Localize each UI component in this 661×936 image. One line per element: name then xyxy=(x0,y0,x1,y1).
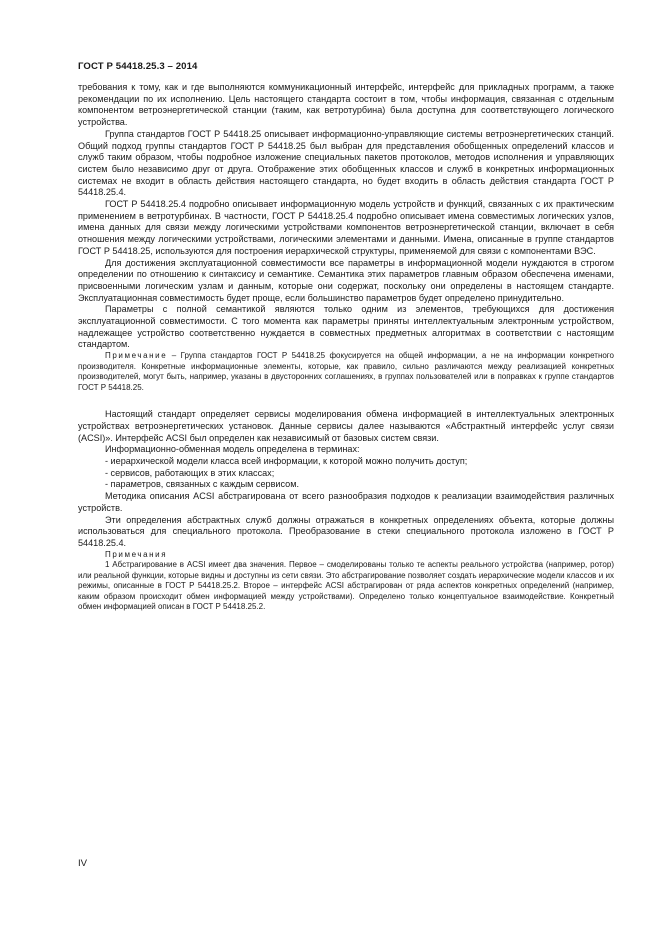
paragraph: Методика описания ACSI абстрагирована от всего разнообразия подходов к реализации взаимодействия различных устройств. xyxy=(78,491,614,513)
list-item: - иерархической модели класса всей информации, к которой можно получить доступ; xyxy=(105,455,468,466)
spacer xyxy=(78,393,614,409)
paragraph: ГОСТ Р 54418.25.4 подробно описывает информационную модель устройств и функций, связанных с их практическим применением в ветротурбинах. В частности, ГОСТ Р 54418.25.4 подробно описывает имена совместимых логических узлов, имена данных для связи между логическими устройствами компонентов ветроэнергетической станции, включает в себя отношения между логическими устройствами, логическими элементами и данными. Имена, описанные в группе стандартов ГОСТ Р 54418.25, используются для построения иерархической структуры, применяемой для связи с компонентами ВЭС. xyxy=(78,199,614,256)
page-number: IV xyxy=(78,858,88,869)
paragraph: Информационно-обменная модель определена в терминах: xyxy=(105,444,360,455)
paragraph: Настоящий стандарт определяет сервисы моделирования обмена информацией в интеллектуальных электронных устройствах ветроэнергетических установок. Данные сервисы далее называются «Абстрактный интерфейс услуг связи (ACSI)». Интерфейс ACSI был определен как независимый от базовых систем связи. xyxy=(78,409,614,443)
document-body xyxy=(78,82,614,613)
document-header: ГОСТ Р 54418.25.3 – 2014 xyxy=(78,61,198,72)
note xyxy=(78,351,614,393)
paragraph: Группа стандартов ГОСТ Р 54418.25 описывает информационно-управляющие системы ветроэнергетических станций. Общий подход группы стандартов ГОСТ Р 54418.25 был выбран для представления обобщенных определений классов и служб таким образом, чтобы подробное изложение специальных пакетов протоколов, методов исполнения и управляющих систем было независимо друг от друга. Отображение этих обобщенных классов и служб в конкретных информационных системах не входит в область действия настоящего стандарта, но будет входить в область действия стандарта ГОСТ Р 54418.25.4. xyxy=(78,128,614,198)
paragraph: Для достижения эксплуатационной совместимости все параметры в информационной модели нуждаются в строгом определении по отношению к синтаксису и семантике. Семантика этих параметров главным образом обеспечена именами, присвоенными логическим узлам и данным, которые они содержат, поскольку они определены в настоящем стандарте. Эксплуатационная совместимость будет проще, если большинство параметров будет определено принудительно. xyxy=(78,257,614,303)
note-text: – Группа стандартов ГОСТ Р 54418.25 фокусируется на общей информации, а не на информации конкретного производителя. Конкретные информационные элементы, которые, как правило, сильно различаются между реализацией конкретных производителей, могут быть, например, указаны в двусторонних соглашениях, в группах пользователей или в поправках к группе стандартов ГОСТ Р 54418.25. xyxy=(78,351,614,392)
note: 1 Абстрагирование в ACSI имеет два значения. Первое – смоделированы только те аспекты реального устройства (например, ротор) или реальной функции, которые видны и доступны из сети связи. Это абстрагирование позволяет создать иерархические модели классов и их режимы, описанные в ГОСТ Р 54418.25.2. Второе – интерфейс ACSI абстрагирован от ряда аспектов конкретных определений (например, каким образом происходит обмен информацией между устройствами). Определено только концептуальное взаимодействие. Конкретный обмен информацией описан в ГОСТ Р 54418.25.2. xyxy=(78,560,614,612)
paragraph: требования к тому, как и где выполняются коммуникационный интерфейс, интерфейс для прикладных программ, а также рекомендации по их исполнению. Цель настоящего стандарта состоит в том, чтобы информация, связанная с отдельным компонентом ветроэнергетической станции (таким, как ветротурбина) была доступна для соответствующего логического устройства. xyxy=(78,82,614,128)
note-label: Примечание xyxy=(105,351,168,361)
paragraph: Эти определения абстрактных служб должны отражаться в конкретных определениях объекта, которые должны использоваться для специального протокола. Преобразование в стеки специального протокола изложено в ГОСТ Р 54418.25.4. xyxy=(78,514,614,548)
list-item: - параметров, связанных с каждым сервисом. xyxy=(105,479,299,490)
list-item: - сервисов, работающих в этих классах; xyxy=(105,467,275,478)
paragraph: Параметры с полной семантикой являются только одним из элементов, требующихся для достижения эксплуатационной совместимости. С того момента как параметры приняты интеллектуальным электронным устройством, надлежащее устройство соответственно нуждается в совместных предметных алгоритмах в соответствии с настоящим стандартом. xyxy=(78,304,614,350)
notes-label: Примечания xyxy=(105,549,168,559)
